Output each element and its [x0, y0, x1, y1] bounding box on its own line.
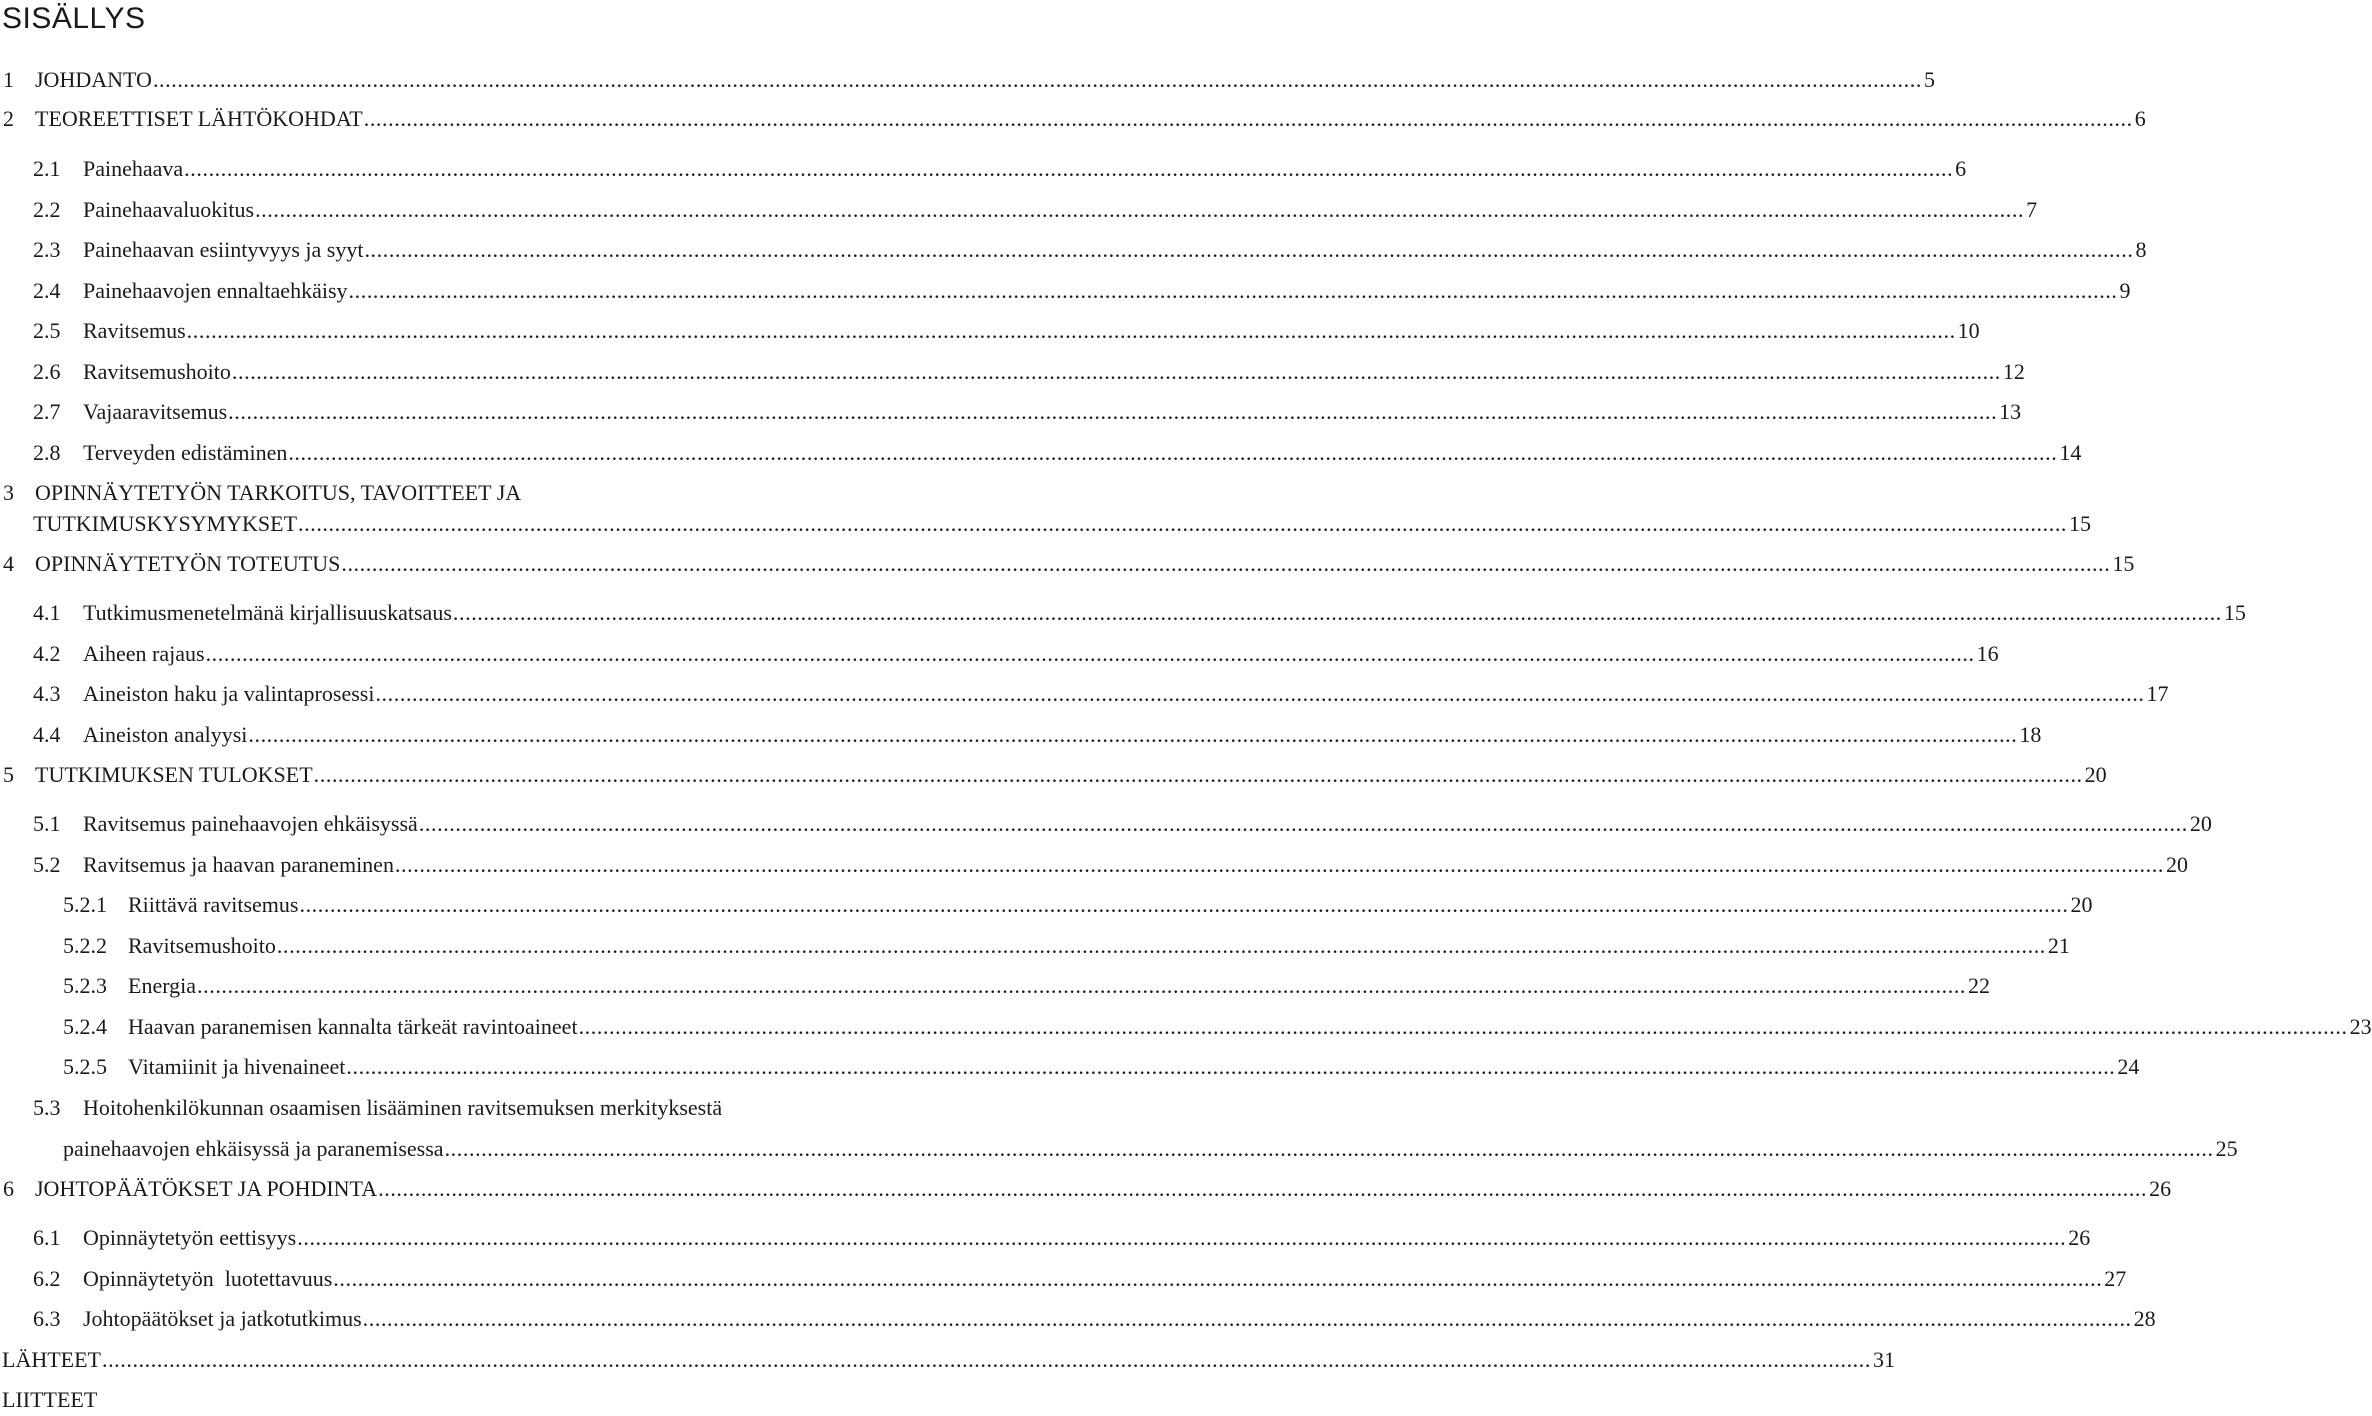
toc-label: Ravitsemus painehaavojen ehkäisyssä [83, 811, 418, 836]
toc-number: 5.2.2 [63, 933, 107, 958]
toc-page-number: 5 [1923, 67, 1935, 92]
toc-label: Vajaaravitsemus [83, 399, 228, 424]
toc-leader-dots [395, 849, 2164, 881]
toc-page-number: 18 [2019, 722, 2042, 747]
toc-label: Painehaavaluokitus [83, 197, 255, 222]
toc-number: 5.2.3 [63, 973, 107, 998]
toc-label: Painehaavojen ennaltaehkäisy [83, 278, 348, 303]
toc-number: 6 [3, 1176, 14, 1201]
toc-label: Opinnäytetyön luotettavuus [83, 1266, 333, 1291]
toc-leader-dots [288, 437, 2057, 469]
toc-leader-dots [314, 759, 2083, 791]
toc-page-number: 14 [2059, 440, 2082, 465]
toc-label: LÄHTEET [2, 1347, 101, 1372]
toc-leader-dots [349, 275, 2118, 307]
toc-label: Riittävä ravitsemus [128, 892, 299, 917]
toc-label: Ravitsemushoito [128, 933, 276, 958]
toc-leader-dots [153, 64, 1922, 96]
toc-entry-2-2[interactable] [0, 194, 2038, 226]
toc-page-number: 23 [2349, 1014, 2372, 1039]
toc-label: TUTKIMUKSEN TULOKSET [35, 762, 313, 787]
toc-number: 4.4 [33, 722, 61, 747]
toc-number: 2.6 [33, 359, 61, 384]
toc-label: Ravitsemus [83, 318, 186, 343]
toc-label: Aiheen rajaus [83, 641, 205, 666]
toc-label: Opinnäytetyön eettisyys [83, 1225, 297, 1250]
toc-number: 2.7 [33, 399, 61, 424]
toc-page-number: 17 [2146, 681, 2169, 706]
toc-entry-5-2[interactable] [0, 849, 2188, 881]
toc-leader-dots [228, 396, 1997, 428]
toc-page-number: 28 [2133, 1306, 2156, 1331]
toc-page-number: 9 [2119, 278, 2131, 303]
toc-number: 5.3 [33, 1095, 61, 1120]
toc-page-number: 13 [1999, 399, 2022, 424]
toc-number: 2.3 [33, 237, 61, 262]
toc-leader-dots [363, 1303, 2132, 1335]
toc-page-number: 27 [2104, 1266, 2127, 1291]
toc-leader-dots [419, 808, 2188, 840]
toc-leader-dots [248, 719, 2017, 751]
toc-leader-dots [102, 1344, 1871, 1376]
toc-number: 3 [3, 480, 14, 505]
toc-number: 5.2.1 [63, 892, 107, 917]
toc-leader-dots [341, 548, 2110, 580]
toc-label: Painehaavan esiintyvyys ja syyt [83, 237, 364, 262]
toc-label: Johtopäätökset ja jatkotutkimus [83, 1306, 362, 1331]
toc-label: Hoitohenkilökunnan osaamisen lisääminen ravitsemuksen merkityksestä [83, 1095, 723, 1120]
toc-leader-dots [445, 1133, 2214, 1165]
toc-entry-6-1[interactable] [0, 1222, 2091, 1254]
toc-number: 4.1 [33, 600, 61, 625]
toc-label: OPINNÄYTETYÖN TARKOITUS, TAVOITTEET JA [35, 480, 522, 505]
toc-number: 2.5 [33, 318, 61, 343]
toc-page-number: 12 [2002, 359, 2025, 384]
toc-page-number: 15 [2069, 511, 2092, 536]
toc-leader-dots [297, 1222, 2066, 1254]
toc-entry-5[interactable] [0, 759, 2107, 791]
toc-number: 5.2.4 [63, 1014, 107, 1039]
toc-page-number: 15 [2223, 600, 2246, 625]
toc-entry-2-1[interactable] [0, 153, 1967, 185]
toc-number: 4.2 [33, 641, 61, 666]
toc-page-number: 8 [2135, 237, 2147, 262]
toc-entry-5-3[interactable] [0, 1092, 958, 1124]
toc-entry-2-7[interactable] [0, 396, 2022, 428]
toc-leader-dots [298, 508, 2067, 540]
toc-entry-4[interactable] [0, 548, 2135, 580]
toc-entry-2-6[interactable] [0, 356, 2025, 388]
toc-number: 2.4 [33, 278, 61, 303]
toc-leader-dots [232, 356, 2001, 388]
toc-entry-5-2-3[interactable] [0, 970, 1991, 1002]
toc-page-number: 25 [2215, 1136, 2238, 1161]
toc-label: TUTKIMUSKYSYMYKSET [33, 511, 298, 536]
toc-entry-5-3-continuation[interactable] [0, 1133, 2238, 1165]
toc-leader-dots [187, 315, 1956, 347]
toc-entry-4-2[interactable] [0, 638, 1999, 670]
toc-label: Energia [128, 973, 197, 998]
toc-entry-4-3[interactable] [0, 678, 2169, 710]
toc-number: 6.2 [33, 1266, 61, 1291]
toc-page-number: 10 [1957, 318, 1980, 343]
toc-entry-appendices[interactable] [0, 1384, 958, 1416]
toc-entry-2-3[interactable] [0, 234, 2147, 266]
page-title: SISÄLLYS [2, 2, 146, 35]
toc-number: 5 [3, 762, 14, 787]
toc-leader-dots [184, 153, 1953, 185]
toc-label: LIITTEET [2, 1387, 98, 1412]
toc-leader-dots [277, 930, 2046, 962]
toc-leader-dots [255, 194, 2024, 226]
toc-page-number: 20 [2070, 892, 2093, 917]
toc-number: 2.1 [33, 156, 61, 181]
toc-number: 4 [3, 551, 14, 576]
toc-page-number: 21 [2047, 933, 2070, 958]
toc-leader-dots [299, 889, 2068, 921]
toc-number: 2.2 [33, 197, 61, 222]
toc-label: OPINNÄYTETYÖN TOTEUTUS [35, 551, 341, 576]
toc-entry-5-2-1[interactable] [0, 889, 2093, 921]
toc-page-number: 22 [1968, 973, 1991, 998]
toc-entry-3[interactable] [0, 477, 958, 509]
toc-label: Ravitsemushoito [83, 359, 231, 384]
toc-entry-2-4[interactable] [0, 275, 2131, 307]
toc-entry-4-4[interactable] [0, 719, 2042, 751]
toc-entry-6[interactable] [0, 1173, 2172, 1205]
toc-leader-dots [206, 638, 1975, 670]
toc-label: Haavan paranemisen kannalta tärkeät ravintoaineet [128, 1014, 578, 1039]
toc-page-number: 6 [1955, 156, 1967, 181]
toc-entry-3-continuation[interactable] [0, 508, 2092, 540]
toc-leader-dots [197, 970, 1966, 1002]
toc-page-number: 31 [1872, 1347, 1895, 1372]
toc-leader-dots [364, 234, 2133, 266]
toc-entry-5-2-4[interactable] [0, 1011, 2372, 1043]
toc-page-number: 26 [2068, 1225, 2091, 1250]
toc-label: Aineiston analyysi [83, 722, 248, 747]
toc-leader-dots [346, 1051, 2115, 1083]
toc-page-number: 6 [2134, 106, 2146, 131]
toc-leader-dots [364, 103, 2133, 135]
toc-label: Aineiston haku ja valintaprosessi [83, 681, 375, 706]
toc-entry-5-2-2[interactable] [0, 930, 2070, 962]
toc-label: Tutkimusmenetelmänä kirjallisuuskatsaus [83, 600, 452, 625]
toc-entry-5-1[interactable] [0, 808, 2212, 840]
toc-leader-dots [579, 1011, 2348, 1043]
toc-leader-dots [378, 1173, 2147, 1205]
toc-page-number: 16 [1976, 641, 1999, 666]
toc-number: 4.3 [33, 681, 61, 706]
toc-page-number: 15 [2112, 551, 2135, 576]
toc-number: 6.3 [33, 1306, 61, 1331]
toc-page-number: 20 [2084, 762, 2107, 787]
toc-label: Painehaava [83, 156, 184, 181]
toc-label: Vitamiinit ja hivenaineet [128, 1054, 346, 1079]
toc-entry-2-8[interactable] [0, 437, 2082, 469]
toc-label: TEOREETTISET LÄHTÖKOHDAT [35, 106, 363, 131]
toc-number: 1 [3, 67, 14, 92]
toc-page-number: 20 [2189, 811, 2212, 836]
toc-page-number: 20 [2165, 852, 2188, 877]
toc-number: 5.2 [33, 852, 61, 877]
toc-entry-2[interactable] [0, 103, 2146, 135]
toc-label: Ravitsemus ja haavan paraneminen [83, 852, 394, 877]
toc-entry-6-3[interactable] [0, 1303, 2156, 1335]
toc-page-number: 7 [2026, 197, 2038, 222]
toc-label: Terveyden edistäminen [83, 440, 288, 465]
toc-number: 5.1 [33, 811, 61, 836]
toc-leader-dots [375, 678, 2144, 710]
toc-number: 5.2.5 [63, 1054, 107, 1079]
toc-entry-1[interactable] [0, 64, 1935, 96]
toc-page-number: 24 [2117, 1054, 2140, 1079]
toc-page-number: 26 [2149, 1176, 2172, 1201]
toc-entry-6-2[interactable] [0, 1263, 2127, 1295]
toc-number: 6.1 [33, 1225, 61, 1250]
toc-entry-2-5[interactable] [0, 315, 1980, 347]
toc-entry-4-1[interactable] [0, 597, 2246, 629]
toc-label: JOHTOPÄÄTÖKSET JA POHDINTA [35, 1176, 378, 1201]
toc-leader-dots [453, 597, 2222, 629]
toc-entry-5-2-5[interactable] [0, 1051, 2140, 1083]
toc-entry-references[interactable] [0, 1344, 1895, 1376]
toc-number: 2.8 [33, 440, 61, 465]
toc-leader-dots [333, 1263, 2102, 1295]
toc-label: painehaavojen ehkäisyssä ja paranemisessa [63, 1136, 444, 1161]
toc-number: 2 [3, 106, 14, 131]
toc-label: JOHDANTO [35, 67, 152, 92]
